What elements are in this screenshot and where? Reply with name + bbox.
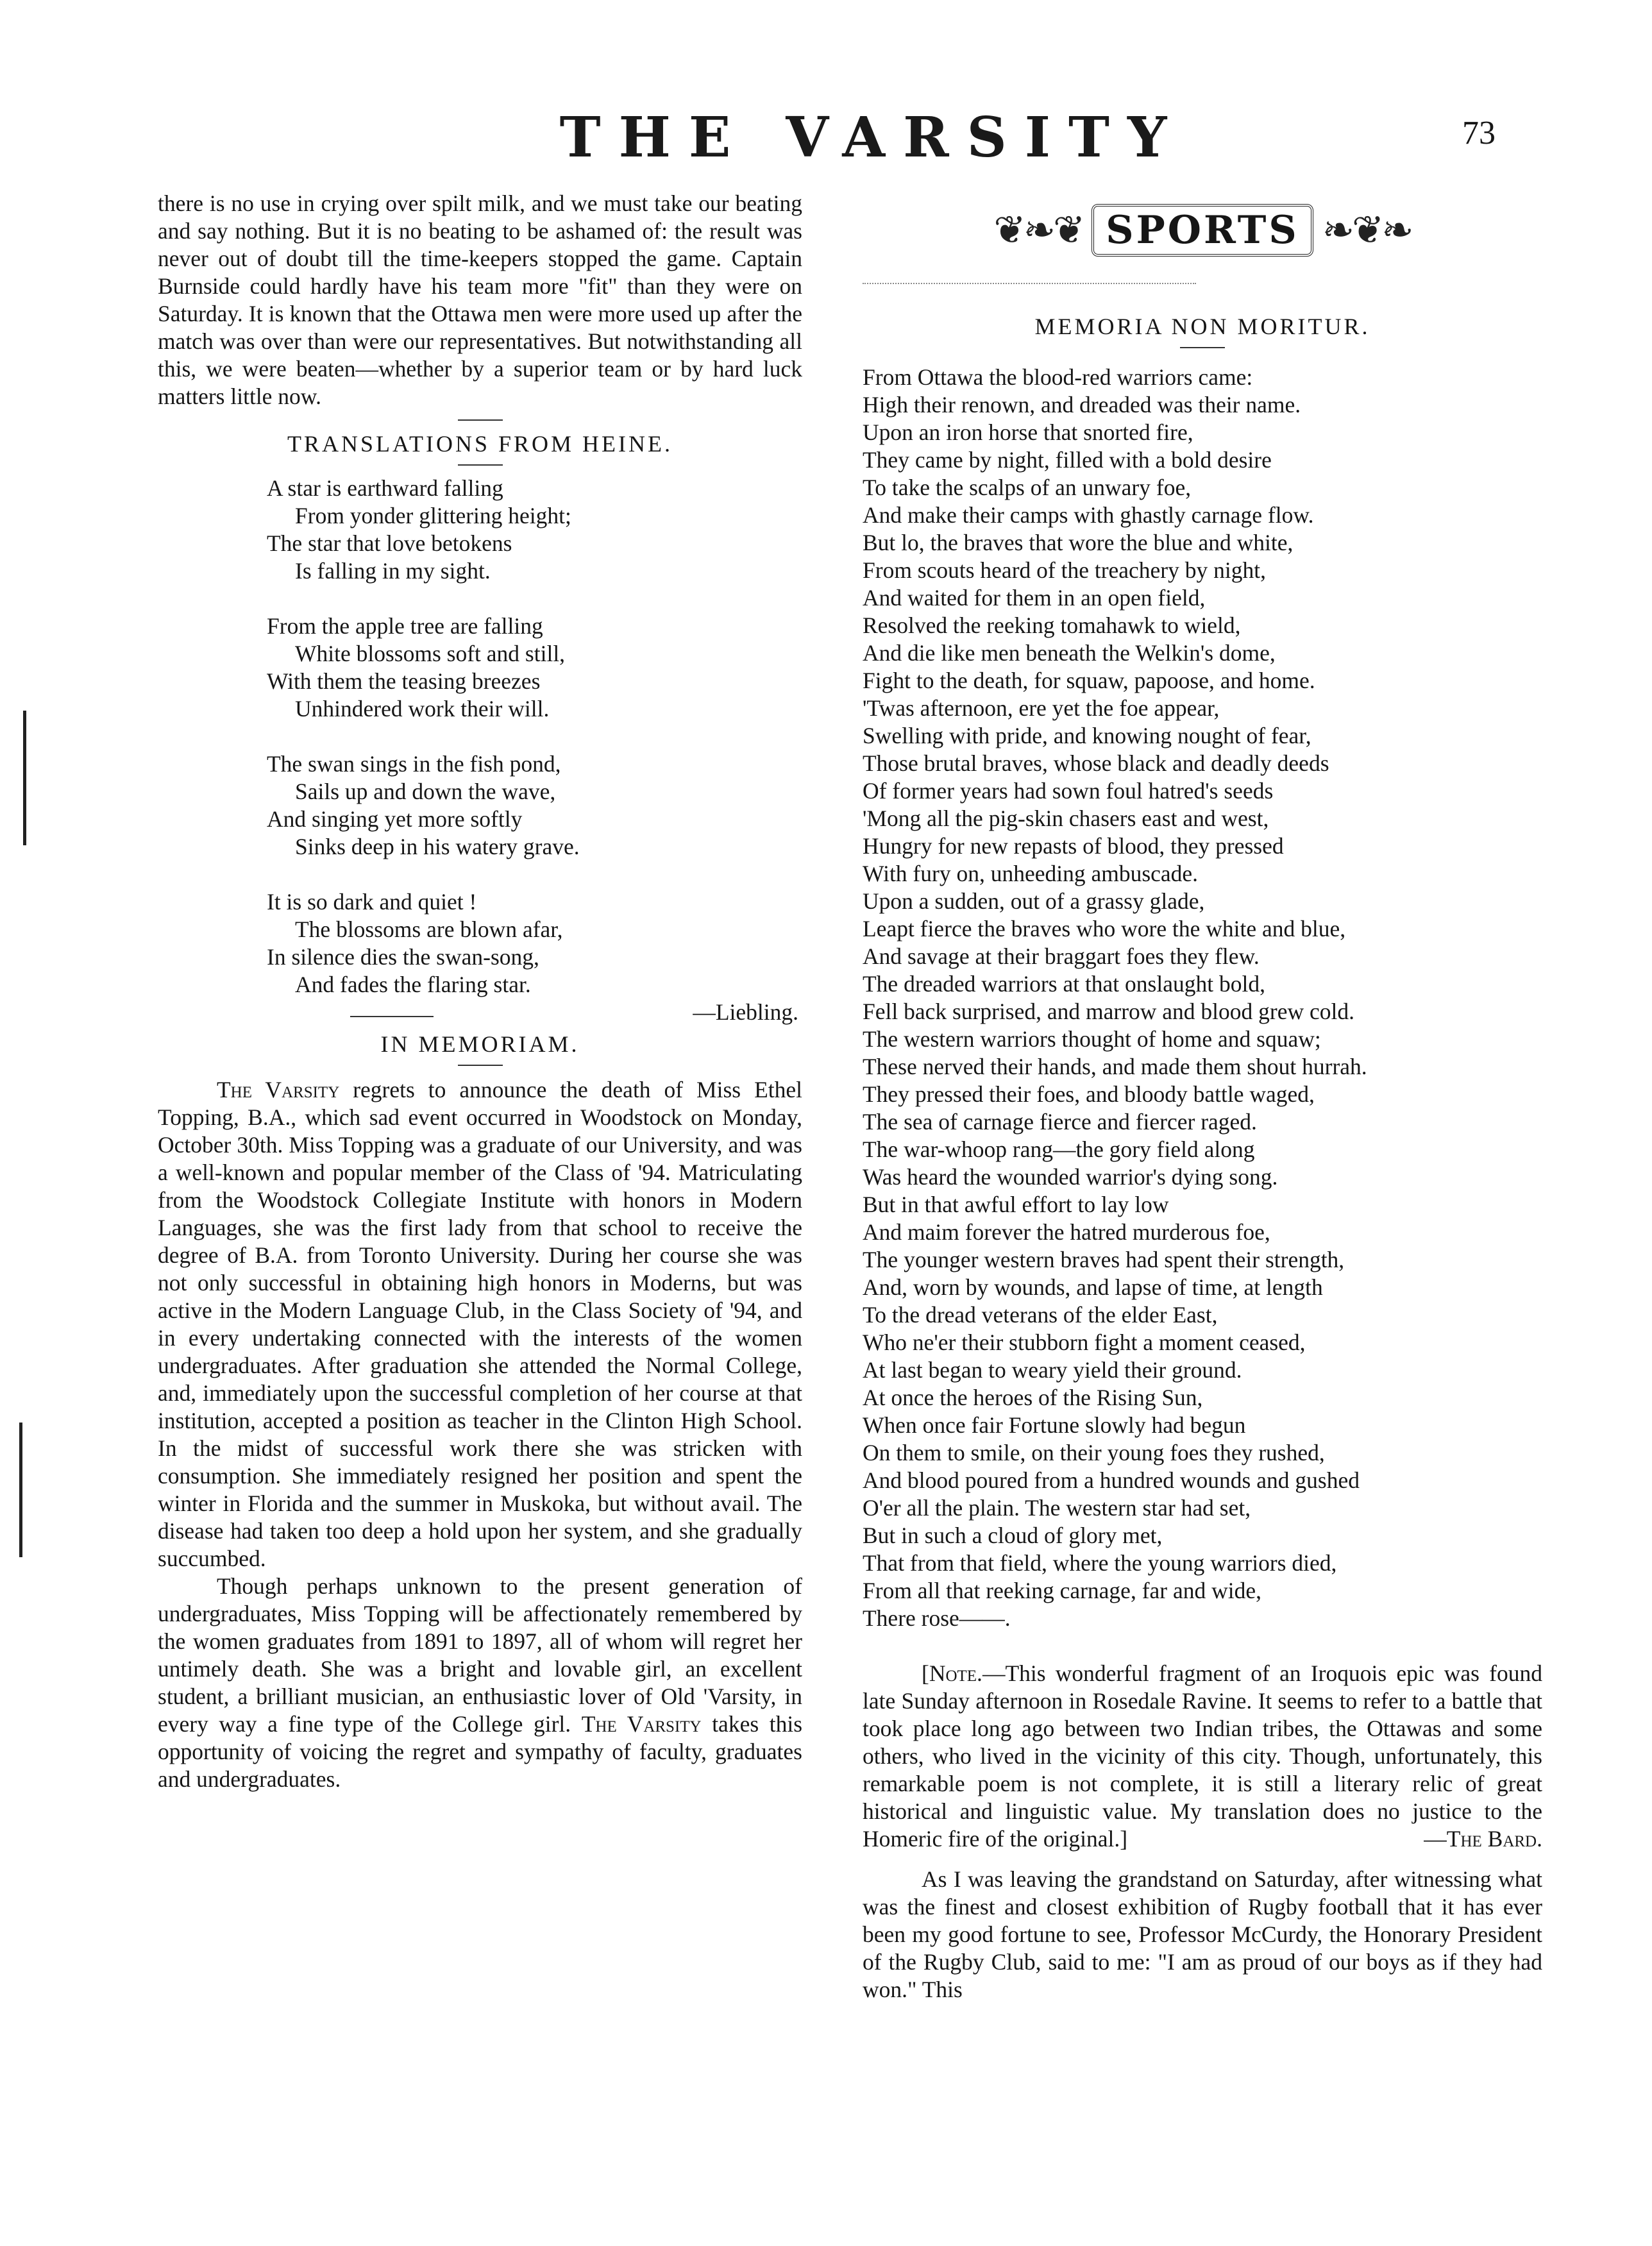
divider	[1180, 347, 1225, 348]
epic-line: And make their camps with ghastly carnage flow.	[863, 502, 1314, 528]
epic-line: From scouts heard of the treachery by night,	[863, 557, 1266, 583]
poem-stanza	[267, 612, 802, 723]
epic-line: At once the heroes of the Rising Sun,	[863, 1385, 1203, 1410]
memoriam-title: IN MEMORIAM.	[380, 1031, 580, 1057]
poem-line: From yonder glittering height;	[295, 503, 571, 528]
poem-line: The swan sings in the fish pond,	[267, 751, 561, 777]
epic-line: When once fair Fortune slowly had begun	[863, 1412, 1246, 1438]
epic-line: And savage at their braggart foes they flew.	[863, 943, 1260, 969]
margin-mark	[23, 711, 26, 845]
epic-line: To take the scalps of an unwary foe,	[863, 475, 1192, 500]
epic-line: Leapt fierce the braves who wore the white and blue,	[863, 916, 1346, 941]
editor-note	[863, 1660, 1542, 1853]
epic-line: That from that field, where the young warriors died,	[863, 1550, 1337, 1576]
heine-poem	[267, 475, 802, 999]
epic-line: Resolved the reeking tomahawk to wield,	[863, 612, 1241, 638]
epic-line: Upon an iron horse that snorted fire,	[863, 419, 1193, 445]
divider	[458, 1065, 503, 1066]
epic-line: And, worn by wounds, and lapse of time, at length	[863, 1274, 1323, 1300]
epic-line: Fell back surprised, and marrow and blood grew cold.	[863, 999, 1354, 1024]
poem-line: Sinks deep in his watery grave.	[295, 834, 580, 859]
epic-line: These nerved their hands, and made them shout hurrah.	[863, 1054, 1367, 1079]
varsity-name: The Varsity	[217, 1077, 340, 1102]
epic-line: Of former years had sown foul hatred's seeds	[863, 778, 1274, 804]
sports-banner	[863, 190, 1542, 270]
epic-line: They came by night, filled with a bold desire	[863, 447, 1272, 473]
epic-poem	[863, 364, 1542, 1632]
epic-line: To the dread veterans of the elder East,	[863, 1302, 1218, 1328]
final-paragraph: As I was leaving the grandstand on Saturday, after witnessing what was the finest and closest exhibition of Rugby football that it has ever been my good fortune to see, Professor McCurdy, the Honorary President of the Rugby Club, said to me: "I am as proud of our boys as if they had won." This	[863, 1866, 1542, 2002]
poem-line: White blossoms soft and still,	[295, 641, 566, 666]
margin-mark	[19, 1423, 22, 1557]
epic-line: And die like men beneath the Welkin's dome,	[863, 640, 1276, 666]
epic-line: But in such a cloud of glory met,	[863, 1523, 1163, 1548]
sports-label: SPORTS	[1092, 204, 1313, 257]
epic-line: From Ottawa the blood-red warriors came:	[863, 364, 1253, 390]
epic-line: 'Mong all the pig-skin chasers east and west,	[863, 806, 1269, 831]
epic-line: But lo, the braves that wore the blue and white,	[863, 530, 1294, 555]
epic-line: At last began to weary yield their ground.	[863, 1357, 1242, 1383]
poem-line: And fades the flaring star.	[295, 972, 531, 997]
epic-line: Who ne'er their stubborn fight a moment ceased,	[863, 1330, 1306, 1355]
epic-line: And maim forever the hatred murderous foe,	[863, 1219, 1270, 1245]
memoriam-paragraph	[158, 1076, 802, 1573]
poem-line: The blossoms are blown afar,	[295, 916, 563, 942]
poem-line: Sails up and down the wave,	[295, 779, 556, 804]
epic-line: O'er all the plain. The western star had set,	[863, 1495, 1251, 1521]
poem-line: From the apple tree are falling	[267, 613, 543, 639]
epic-line: The war-whoop rang—the gory field along	[863, 1136, 1255, 1162]
poem-stanza	[267, 750, 802, 861]
epic-line: On them to smile, on their young foes they rushed,	[863, 1440, 1325, 1465]
poem-line: Is falling in my sight.	[295, 558, 491, 584]
epic-line: The sea of carnage fierce and fiercer raged.	[863, 1109, 1257, 1135]
right-column	[863, 190, 1542, 2004]
epic-title: MEMORIA NON MORITUR.	[1034, 314, 1370, 339]
memoriam-text: Though perhaps unknown to the present generation of undergraduates, Miss Topping will be affectionately remembered by the women graduates from 1891 to 1897, all of whom will regret her untimely death. She was a bright and lovable girl, an excellent student, a brilliant musician, an enthusiastic lover of Old 'Varsity, in every way a fine type of the College girl.	[158, 1573, 802, 1737]
epic-line: But in that awful effort to lay low	[863, 1192, 1169, 1217]
epic-line: Those brutal braves, whose black and deadly deeds	[863, 750, 1329, 776]
epic-line: Upon a sudden, out of a grassy glade,	[863, 888, 1205, 914]
epic-line: The western warriors thought of home and squaw;	[863, 1026, 1321, 1052]
poem-line: The star that love betokens	[267, 530, 512, 556]
epic-line: Fight to the death, for squaw, papoose, and home.	[863, 668, 1315, 693]
poem-line: And singing yet more softly	[267, 806, 523, 832]
poem-line: A star is earthward falling	[267, 475, 503, 501]
memoriam-paragraph	[158, 1573, 802, 1793]
page-number: 73	[1462, 115, 1496, 151]
memoriam-text: regrets to announce the death of Miss Ethel Topping, B.A., which sad event occurred in Woodstock on Monday, October 30th. Miss Topping was a graduate of our University, and was a well-known and popular member of the Class of '94. Matriculating from the Woodstock Collegiate Institute with honors in Modern Languages, she was the first lady from that school to receive the degree of B.A. from Toronto University. During her course she was not only successful in obtaining high honors in Moderns, but was active in the Modern Language Club, in the Class Society of '94, and in every undertaking connected with the interests of the women undergraduates. After graduation she attended the Normal College, and, immediately upon the successful completion of her course at that institution, accepted a position as teacher in the Clinton High School. In the midst of successful work there she was stricken with consumption. She immediately resigned her position and spent the winter in Florida and the summer in Muskoka, but without avail. The disease had taken too deep a hold upon her system, and she gradually succumbed.	[158, 1077, 802, 1571]
masthead: THE VARSITY	[559, 105, 1185, 170]
heine-attribution: —Liebling.	[693, 999, 798, 1025]
epic-line: 'Twas afternoon, ere yet the foe appear,	[863, 695, 1220, 721]
scroll-ornament-icon: ❦❧❦	[993, 208, 1083, 251]
left-column	[158, 190, 802, 1793]
divider	[458, 464, 503, 466]
divider	[350, 1016, 434, 1017]
epic-line: From all that reeking carnage, far and wide,	[863, 1578, 1261, 1603]
epic-line: And blood poured from a hundred wounds and gushed	[863, 1467, 1360, 1493]
epic-line: With fury on, unheeding ambuscade.	[863, 861, 1199, 886]
epic-line: High their renown, and dreaded was their name.	[863, 392, 1301, 418]
dotted-divider	[863, 283, 1196, 284]
epic-line: The dreaded warriors at that onslaught bold,	[863, 971, 1265, 997]
epic-line: There rose——.	[863, 1605, 1011, 1631]
epic-line: Swelling with pride, and knowing nought of fear,	[863, 723, 1311, 748]
heine-title: TRANSLATIONS FROM HEINE.	[287, 431, 673, 457]
poem-line: With them the teasing breezes	[267, 668, 541, 694]
poem-line: In silence dies the swan-song,	[267, 944, 539, 970]
epic-line: Hungry for new repasts of blood, they pressed	[863, 833, 1284, 859]
epic-line: The younger western braves had spent their strength,	[863, 1247, 1345, 1272]
poem-line: It is so dark and quiet !	[267, 889, 477, 915]
divider	[458, 419, 503, 421]
scroll-ornament-icon: ❧❦❧	[1322, 208, 1412, 251]
poem-stanza	[267, 475, 802, 585]
epic-line: They pressed their foes, and bloody battle waged,	[863, 1081, 1315, 1107]
note-lead: [Note.	[922, 1660, 982, 1686]
continued-paragraph: there is no use in crying over spilt milk, and we must take our beating and say nothing. But it is no beating to be ashamed of: the result was never out of doubt till the time-keepers stopped the game. Captain Burnside could hardly have his team more "fit" than they were on Saturday. It is known that the Ottawa men were more used up after the match was over than were our representatives. But notwithstanding all this, we were beaten—whether by a superior team or by hard luck matters little now.	[158, 190, 802, 409]
note-signature: —The Bard.	[1424, 1826, 1542, 1852]
epic-line: Was heard the wounded warrior's dying song.	[863, 1164, 1278, 1190]
poem-line: Unhindered work their will.	[295, 696, 550, 722]
poem-stanza	[267, 888, 802, 999]
memoriam-text: takes this opportunity of voicing the regret and sympathy of faculty, graduates and undergraduates.	[158, 1711, 803, 1792]
epic-line: And waited for them in an open field,	[863, 585, 1206, 611]
note-text: —This wonderful fragment of an Iroquois epic was found late Sunday afternoon in Rosedale Ravine. It seems to refer to a battle that took place long ago between two Indian tribes, the Ottawas and some others, who lived in the vicinity of this city. Though, unfortunately, this remarkable poem is not complete, it is still a literary relic of great historical and linguistic value. My translation does no justice to the Homeric fire of the original.]	[863, 1660, 1542, 1852]
varsity-name: The Varsity	[581, 1711, 702, 1737]
